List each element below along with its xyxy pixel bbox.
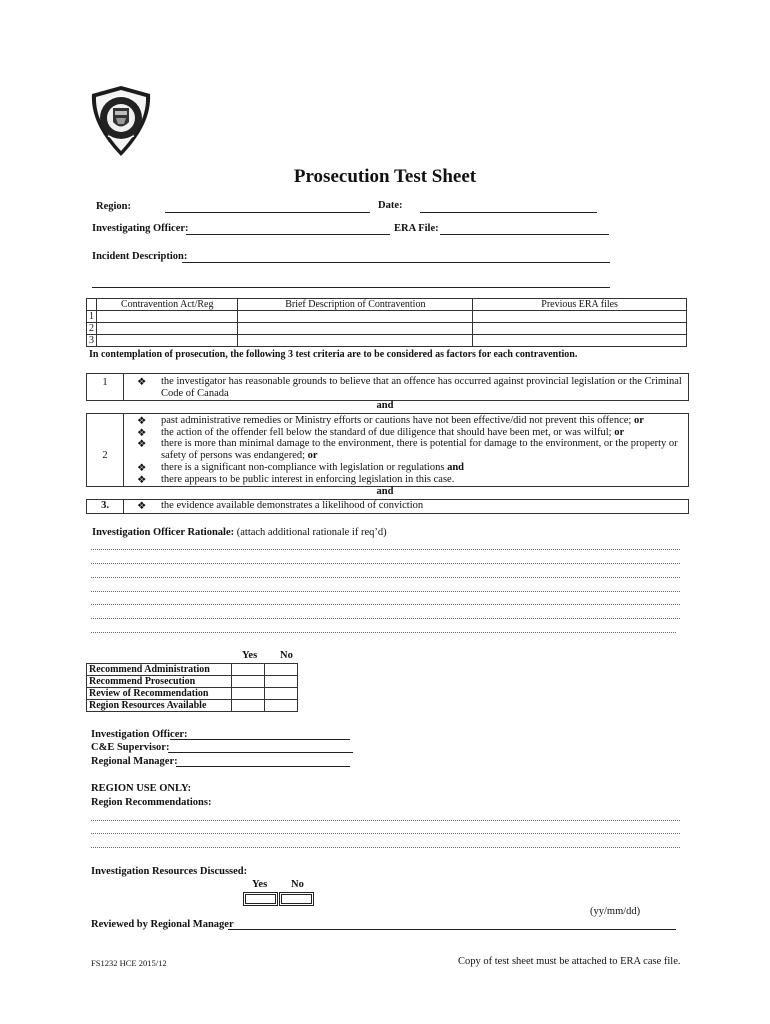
yes-checkbox[interactable] (232, 700, 265, 712)
rationale-label: Investigation Officer Rationale: (92, 527, 235, 538)
brief-description-cell[interactable] (238, 335, 473, 347)
rationale-line[interactable] (91, 632, 676, 633)
rationale-line[interactable] (91, 563, 680, 564)
resources-no-checkbox[interactable] (279, 892, 314, 906)
form-title: Prosecution Test Sheet (293, 166, 477, 187)
bullet-icon: ❖ (137, 475, 147, 486)
investigation-officer-label: Investigation Officer: (91, 729, 188, 740)
recommendation-label: Review of Recommendation (87, 688, 232, 700)
date-label: Date: (378, 200, 403, 211)
contravention-act-cell[interactable] (97, 311, 238, 323)
date-field[interactable] (420, 212, 597, 213)
criterion-divider (123, 374, 124, 400)
regional-manager-signature[interactable] (176, 766, 350, 767)
region-field[interactable] (165, 212, 370, 213)
table-row (87, 335, 687, 347)
era-file-field[interactable] (440, 234, 609, 235)
criterion-3-box (86, 499, 689, 514)
reviewed-by-signature[interactable] (228, 929, 676, 930)
region-recommendation-line[interactable] (91, 820, 680, 821)
investigating-officer-label: Investigating Officer: (92, 223, 189, 234)
row-number: 2 (87, 323, 97, 335)
ce-supervisor-label: C&E Supervisor: (91, 742, 170, 753)
resources-discussed-label: Investigation Resources Discussed: (91, 866, 248, 877)
table-row (87, 311, 687, 323)
criterion-1-box (86, 373, 689, 401)
previous-era-files-cell[interactable] (473, 335, 687, 347)
rationale-line[interactable] (91, 618, 680, 619)
recommendation-label: Recommend Administration (87, 664, 232, 676)
reviewed-by-label: Reviewed by Regional Manager (91, 919, 234, 930)
date-format-hint: (yy/mm/dd) (590, 906, 641, 917)
no-checkbox[interactable] (265, 664, 298, 676)
row-number: 1 (87, 311, 97, 323)
brief-description-cell[interactable] (238, 311, 473, 323)
contravention-act-cell[interactable] (97, 323, 238, 335)
criterion-3-text: the evidence available demonstrates a likelihood of conviction (161, 500, 424, 511)
investigation-officer-signature[interactable] (170, 739, 350, 740)
resources-yes-checkbox[interactable] (243, 892, 278, 906)
bullet-icon: ❖ (137, 416, 147, 427)
previous-era-files-cell[interactable] (473, 323, 687, 335)
criterion-1-number: 1 (102, 377, 108, 388)
row-number: 3 (87, 335, 97, 347)
rationale-heading (92, 527, 387, 538)
region-recommendations-label: Region Recommendations: (91, 797, 212, 808)
bullet-icon: ❖ (137, 439, 147, 450)
rationale-line[interactable] (91, 549, 680, 550)
criteria-intro: In contemplation of prosecution, the following 3 test criteria are to be considered as factors for each contravention. (89, 349, 578, 360)
bullet-icon: ❖ (137, 428, 147, 439)
and-connector-2: and (376, 486, 394, 497)
contravention-act-header: Contravention Act/Reg (97, 299, 238, 311)
incident-description-field[interactable] (182, 262, 610, 263)
rationale-line[interactable] (91, 591, 680, 592)
yes-checkbox[interactable] (232, 676, 265, 688)
criterion-2-bullet-3-line1: there is more than minimal damage to the environment, there is potential for damage to the environment, or the property or (161, 438, 678, 449)
resources-yes-header: Yes (252, 879, 268, 890)
rationale-line[interactable] (91, 604, 680, 605)
rationale-note: (attach additional rationale if req’d) (236, 527, 387, 538)
recommendation-label: Region Resources Available (87, 700, 232, 712)
table-row (87, 676, 298, 688)
brief-description-cell[interactable] (238, 323, 473, 335)
era-file-label: ERA File: (394, 223, 439, 234)
region-recommendation-line[interactable] (91, 847, 680, 848)
criterion-divider (123, 414, 124, 486)
contravention-act-cell[interactable] (97, 335, 238, 347)
criterion-1-text-line1: the investigator has reasonable grounds to believe that an offence has occurred against provincial legislation or the Criminal (161, 376, 682, 387)
criterion-2-number: 2 (102, 450, 108, 461)
recommendation-label: Recommend Prosecution (87, 676, 232, 688)
table-row (87, 664, 298, 676)
yes-checkbox[interactable] (232, 664, 265, 676)
table-row (87, 323, 687, 335)
resources-no-header: No (291, 879, 304, 890)
previous-era-files-header: Previous ERA files (473, 299, 687, 311)
incident-description-field-2[interactable] (92, 287, 610, 288)
yes-checkbox[interactable] (232, 688, 265, 700)
and-connector-1: and (376, 400, 394, 411)
bullet-icon: ❖ (137, 377, 147, 388)
region-use-heading: REGION USE ONLY: (91, 783, 192, 794)
contravention-header-row (87, 299, 687, 311)
criterion-3-number: 3. (101, 500, 109, 511)
region-label: Region: (96, 201, 131, 212)
ce-supervisor-signature[interactable] (168, 752, 353, 753)
no-checkbox[interactable] (265, 688, 298, 700)
table-row (87, 688, 298, 700)
criterion-2-bullet-1: past administrative remedies or Ministry efforts or cautions have not been effective/did not prevent this offence; or (161, 415, 644, 426)
previous-era-files-cell[interactable] (473, 311, 687, 323)
no-checkbox[interactable] (265, 700, 298, 712)
footer-note: Copy of test sheet must be attached to ERA case file. (458, 956, 681, 967)
table-row (87, 700, 298, 712)
criterion-1-text-line2: Code of Canada (161, 388, 229, 399)
bullet-icon: ❖ (137, 463, 147, 474)
region-recommendation-line[interactable] (91, 833, 680, 834)
investigating-officer-field[interactable] (186, 234, 390, 235)
no-checkbox[interactable] (265, 676, 298, 688)
criterion-2-box (86, 413, 689, 487)
rationale-line[interactable] (91, 577, 680, 578)
bullet-icon: ❖ (137, 501, 147, 512)
no-column-header: No (280, 650, 293, 661)
criterion-divider (123, 500, 124, 513)
incident-description-label: Incident Description: (92, 251, 188, 262)
row-number-header (87, 299, 97, 311)
criterion-2-bullet-2: the action of the offender fell below the standard of due diligence that should have been met, or was wilful; or (161, 427, 625, 438)
criterion-2-bullet-3-line2: safety of persons was endangered; or (161, 450, 318, 461)
criterion-2-bullet-4: there is a significant non-compliance with legislation or regulations and (161, 462, 464, 473)
regional-manager-label: Regional Manager: (91, 756, 178, 767)
brief-description-header: Brief Description of Contravention (238, 299, 473, 311)
yes-column-header: Yes (242, 650, 258, 661)
form-code: FS1232 HCE 2015/12 (91, 958, 167, 968)
recommendation-table (86, 663, 298, 712)
contravention-table (86, 298, 687, 347)
agency-crest-logo (86, 84, 156, 158)
criterion-2-bullet-5: there appears to be public interest in enforcing legislation in this case. (161, 474, 455, 485)
